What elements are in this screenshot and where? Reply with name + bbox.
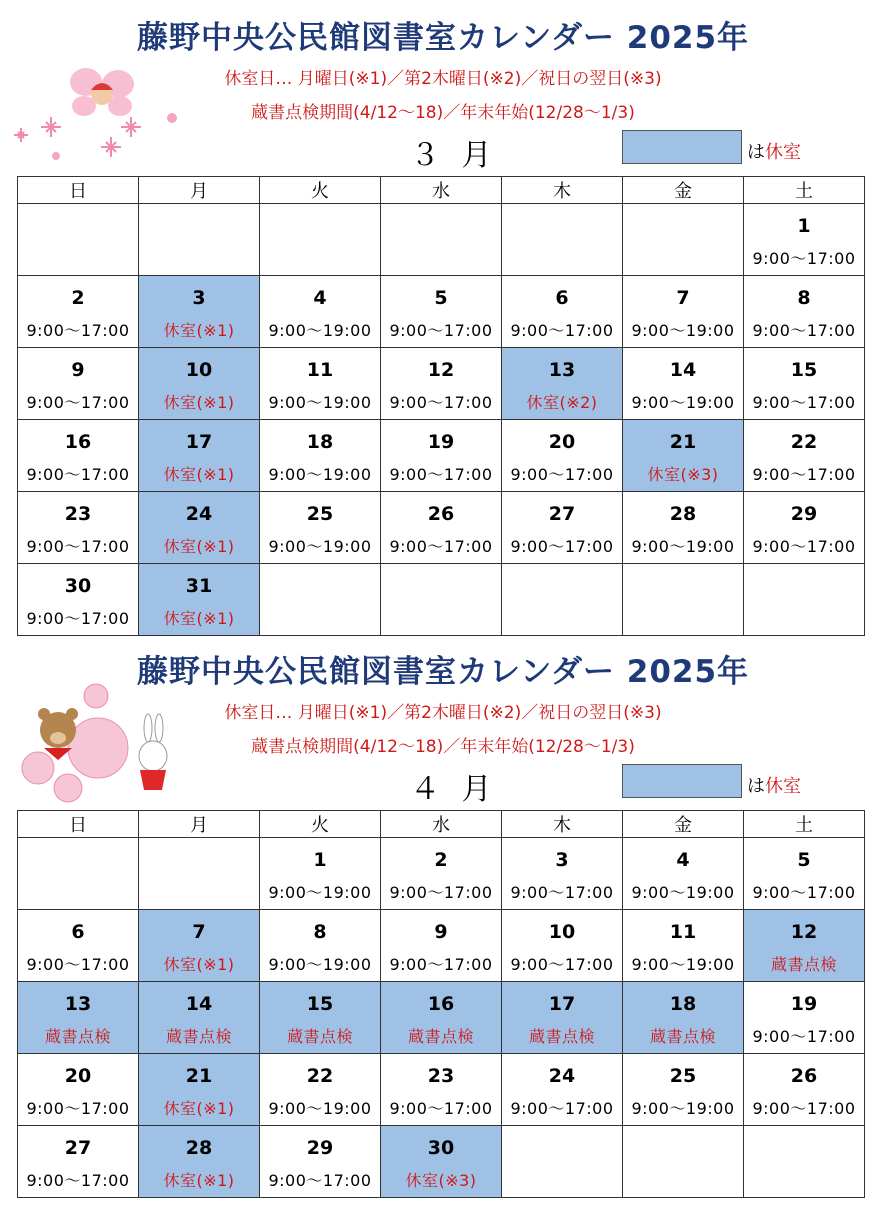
weekday-header-row [18, 177, 865, 204]
day-cell [623, 1054, 744, 1126]
day-cell [139, 564, 260, 636]
bear-and-rabbit-illustration [8, 678, 183, 808]
weekday-header: 木 [502, 811, 623, 838]
day-cell [260, 910, 381, 982]
day-cell [18, 1126, 139, 1198]
day-cell [623, 420, 744, 492]
opening-hours: 9:00～19:00 [268, 883, 372, 902]
opening-hours: 9:00～19:00 [268, 393, 372, 412]
opening-hours: 9:00～19:00 [268, 537, 372, 556]
day-cell [381, 276, 502, 348]
opening-hours: 9:00～17:00 [752, 537, 856, 556]
day-cell [381, 348, 502, 420]
day-number: 26 [427, 503, 455, 525]
opening-hours: 9:00～17:00 [26, 465, 130, 484]
weekday-header: 月 [139, 811, 260, 838]
day-number: 28 [185, 1137, 213, 1159]
day-cell [502, 838, 623, 910]
legend-prefix: は [747, 142, 765, 163]
day-number: 21 [185, 1065, 213, 1087]
day-cell [139, 492, 260, 564]
week-row [18, 1126, 865, 1198]
day-number: 1 [313, 849, 327, 871]
calendar-title: 藤野中央公民館図書室カレンダー 2025年 [136, 20, 750, 56]
opening-hours: 9:00～19:00 [631, 321, 735, 340]
closed-legend-text [747, 138, 801, 164]
day-number: 11 [669, 921, 697, 943]
day-cell [623, 910, 744, 982]
legend-closed-label: 休室 [765, 776, 801, 797]
weekday-header: 日 [18, 811, 139, 838]
day-number: 20 [548, 431, 576, 453]
opening-hours: 9:00～17:00 [510, 955, 614, 974]
inventory-period-note: 蔵書点検期間(4/12～18)／年末年始(12/28～1/3) [251, 103, 635, 123]
day-cell [381, 1054, 502, 1126]
opening-hours: 9:00～17:00 [389, 955, 493, 974]
opening-hours: 9:00～19:00 [268, 321, 372, 340]
week-row [18, 348, 865, 420]
day-number: 29 [790, 503, 818, 525]
day-number: 25 [669, 1065, 697, 1087]
weekday-header: 月 [139, 177, 260, 204]
day-cell [260, 276, 381, 348]
inventory-period-note: 蔵書点検期間(4/12～18)／年末年始(12/28～1/3) [251, 737, 635, 757]
butterfly-character-illustration [6, 62, 186, 172]
opening-hours: 9:00～17:00 [268, 1171, 372, 1190]
closed-status: 休室(※3) [405, 1171, 477, 1190]
opening-hours: 9:00～17:00 [26, 1171, 130, 1190]
opening-hours: 9:00～17:00 [389, 883, 493, 902]
day-number: 2 [434, 849, 448, 871]
day-number: 11 [306, 359, 334, 381]
day-cell [260, 982, 381, 1054]
week-row [18, 910, 865, 982]
day-cell [623, 982, 744, 1054]
opening-hours: 9:00～17:00 [389, 1099, 493, 1118]
day-number: 17 [185, 431, 213, 453]
day-number: 24 [185, 503, 213, 525]
opening-hours: 9:00～17:00 [389, 465, 493, 484]
day-number: 27 [64, 1137, 92, 1159]
day-number: 20 [64, 1065, 92, 1087]
opening-hours: 9:00～17:00 [26, 1099, 130, 1118]
weekday-header-row [18, 811, 865, 838]
opening-hours: 9:00～17:00 [510, 321, 614, 340]
day-number: 16 [64, 431, 92, 453]
day-number: 12 [427, 359, 455, 381]
opening-hours: 9:00～17:00 [752, 1027, 856, 1046]
day-cell [502, 910, 623, 982]
day-cell [744, 420, 865, 492]
day-number: 1 [797, 215, 811, 237]
day-cell [381, 420, 502, 492]
day-number: 14 [185, 993, 213, 1015]
day-number: 19 [790, 993, 818, 1015]
day-number: 30 [427, 1137, 455, 1159]
day-number: 18 [669, 993, 697, 1015]
empty-day-cell [260, 564, 381, 636]
day-number: 4 [676, 849, 690, 871]
day-cell [381, 838, 502, 910]
day-number: 30 [64, 575, 92, 597]
day-number: 22 [790, 431, 818, 453]
day-cell [260, 420, 381, 492]
month-label: ３ 月 [410, 138, 498, 173]
closed-status: 休室(※1) [163, 955, 235, 974]
day-cell [623, 838, 744, 910]
day-cell [18, 492, 139, 564]
opening-hours: 9:00～17:00 [752, 1099, 856, 1118]
day-number: 21 [669, 431, 697, 453]
closed-legend-swatch [622, 130, 742, 164]
day-number: 10 [185, 359, 213, 381]
opening-hours: 9:00～19:00 [631, 1099, 735, 1118]
day-number: 6 [555, 287, 569, 309]
week-row [18, 1054, 865, 1126]
closed-status: 休室(※2) [526, 393, 598, 412]
day-cell [502, 276, 623, 348]
closed-status: 休室(※1) [163, 1099, 235, 1118]
closed-status: 休室(※1) [163, 537, 235, 556]
day-number: 27 [548, 503, 576, 525]
closed-days-note: 休室日… 月曜日(※1)／第2木曜日(※2)／祝日の翌日(※3) [224, 69, 662, 89]
closed-status: 蔵書点検 [528, 1027, 595, 1046]
closed-status: 休室(※1) [163, 1171, 235, 1190]
week-row [18, 564, 865, 636]
day-cell [139, 420, 260, 492]
empty-day-cell [502, 564, 623, 636]
month-label: ４ 月 [410, 772, 498, 807]
empty-day-cell [502, 1126, 623, 1198]
day-cell [139, 1126, 260, 1198]
week-row [18, 838, 865, 910]
closed-status: 蔵書点検 [286, 1027, 353, 1046]
calendar-title: 藤野中央公民館図書室カレンダー 2025年 [136, 654, 750, 690]
day-cell [744, 348, 865, 420]
day-number: 23 [64, 503, 92, 525]
opening-hours: 9:00～17:00 [510, 883, 614, 902]
empty-day-cell [381, 204, 502, 276]
empty-day-cell [623, 564, 744, 636]
weekday-header: 金 [623, 811, 744, 838]
empty-day-cell [744, 1126, 865, 1198]
empty-day-cell [744, 564, 865, 636]
weekday-header: 水 [381, 811, 502, 838]
day-cell [139, 348, 260, 420]
day-cell [260, 492, 381, 564]
day-number: 3 [192, 287, 206, 309]
empty-day-cell [139, 838, 260, 910]
day-number: 13 [64, 993, 92, 1015]
day-cell [623, 276, 744, 348]
empty-day-cell [139, 204, 260, 276]
closed-status: 休室(※1) [163, 609, 235, 628]
day-number: 5 [434, 287, 448, 309]
weekday-header: 土 [744, 177, 865, 204]
opening-hours: 9:00～19:00 [268, 465, 372, 484]
week-row [18, 982, 865, 1054]
opening-hours: 9:00～17:00 [510, 1099, 614, 1118]
opening-hours: 9:00～17:00 [752, 883, 856, 902]
empty-day-cell [260, 204, 381, 276]
day-cell [381, 1126, 502, 1198]
day-number: 8 [797, 287, 811, 309]
day-cell [260, 1126, 381, 1198]
opening-hours: 9:00～19:00 [631, 883, 735, 902]
opening-hours: 9:00～17:00 [26, 393, 130, 412]
day-number: 9 [71, 359, 85, 381]
day-number: 15 [306, 993, 334, 1015]
weekday-header: 土 [744, 811, 865, 838]
weekday-header: 金 [623, 177, 744, 204]
day-cell [502, 982, 623, 1054]
day-number: 24 [548, 1065, 576, 1087]
opening-hours: 9:00～17:00 [389, 537, 493, 556]
day-cell [260, 348, 381, 420]
day-number: 17 [548, 993, 576, 1015]
day-cell [260, 838, 381, 910]
opening-hours: 9:00～17:00 [752, 249, 856, 268]
day-cell [623, 492, 744, 564]
calendar-grid [17, 176, 865, 636]
day-cell [18, 276, 139, 348]
day-cell [18, 1054, 139, 1126]
opening-hours: 9:00～19:00 [631, 537, 735, 556]
day-cell [381, 982, 502, 1054]
day-number: 10 [548, 921, 576, 943]
empty-day-cell [18, 838, 139, 910]
day-number: 26 [790, 1065, 818, 1087]
day-number: 23 [427, 1065, 455, 1087]
day-number: 12 [790, 921, 818, 943]
week-row [18, 204, 865, 276]
opening-hours: 9:00～17:00 [389, 393, 493, 412]
closed-legend-swatch [622, 764, 742, 798]
calendar-grid [17, 810, 865, 1198]
opening-hours: 9:00～17:00 [510, 537, 614, 556]
week-row [18, 420, 865, 492]
closed-status: 休室(※1) [163, 321, 235, 340]
day-number: 2 [71, 287, 85, 309]
day-number: 19 [427, 431, 455, 453]
day-cell [139, 982, 260, 1054]
day-number: 16 [427, 993, 455, 1015]
closed-status: 蔵書点検 [649, 1027, 716, 1046]
day-cell [502, 348, 623, 420]
day-cell [260, 1054, 381, 1126]
day-number: 13 [548, 359, 576, 381]
day-cell [502, 420, 623, 492]
day-number: 15 [790, 359, 818, 381]
opening-hours: 9:00～17:00 [752, 465, 856, 484]
day-number: 18 [306, 431, 334, 453]
opening-hours: 9:00～19:00 [631, 393, 735, 412]
closed-status: 蔵書点検 [165, 1027, 232, 1046]
day-number: 9 [434, 921, 448, 943]
day-cell [18, 420, 139, 492]
weekday-header: 火 [260, 177, 381, 204]
day-cell [18, 982, 139, 1054]
empty-day-cell [623, 1126, 744, 1198]
empty-day-cell [623, 204, 744, 276]
closed-status: 蔵書点検 [407, 1027, 474, 1046]
opening-hours: 9:00～17:00 [26, 609, 130, 628]
legend-closed-label: 休室 [765, 142, 801, 163]
day-number: 29 [306, 1137, 334, 1159]
opening-hours: 9:00～17:00 [389, 321, 493, 340]
weekday-header: 火 [260, 811, 381, 838]
closed-legend-text [747, 772, 801, 798]
day-cell [744, 204, 865, 276]
closed-status: 蔵書点検 [44, 1027, 111, 1046]
day-number: 3 [555, 849, 569, 871]
day-cell [744, 276, 865, 348]
legend-prefix: は [747, 776, 765, 797]
opening-hours: 9:00～17:00 [752, 393, 856, 412]
day-number: 6 [71, 921, 85, 943]
weekday-header: 日 [18, 177, 139, 204]
closed-days-note: 休室日… 月曜日(※1)／第2木曜日(※2)／祝日の翌日(※3) [224, 703, 662, 723]
april-calendar-section [0, 634, 886, 1215]
opening-hours: 9:00～17:00 [26, 537, 130, 556]
day-number: 14 [669, 359, 697, 381]
day-number: 7 [676, 287, 690, 309]
closed-status: 蔵書点検 [770, 955, 837, 974]
opening-hours: 9:00～19:00 [631, 955, 735, 974]
day-number: 4 [313, 287, 327, 309]
empty-day-cell [381, 564, 502, 636]
day-cell [744, 492, 865, 564]
day-number: 25 [306, 503, 334, 525]
opening-hours: 9:00～19:00 [268, 955, 372, 974]
day-number: 8 [313, 921, 327, 943]
day-cell [744, 982, 865, 1054]
day-cell [381, 492, 502, 564]
day-cell [381, 910, 502, 982]
day-cell [18, 348, 139, 420]
day-number: 5 [797, 849, 811, 871]
opening-hours: 9:00～17:00 [510, 465, 614, 484]
day-cell [502, 1054, 623, 1126]
day-number: 22 [306, 1065, 334, 1087]
opening-hours: 9:00～17:00 [752, 321, 856, 340]
day-cell [623, 348, 744, 420]
day-cell [502, 492, 623, 564]
day-cell [139, 910, 260, 982]
day-cell [18, 910, 139, 982]
closed-status: 休室(※1) [163, 393, 235, 412]
opening-hours: 9:00～19:00 [268, 1099, 372, 1118]
day-cell [744, 838, 865, 910]
day-number: 31 [185, 575, 213, 597]
opening-hours: 9:00～17:00 [26, 955, 130, 974]
empty-day-cell [502, 204, 623, 276]
week-row [18, 492, 865, 564]
day-number: 28 [669, 503, 697, 525]
weekday-header: 木 [502, 177, 623, 204]
opening-hours: 9:00～17:00 [26, 321, 130, 340]
empty-day-cell [18, 204, 139, 276]
day-cell [744, 1054, 865, 1126]
day-cell [139, 1054, 260, 1126]
closed-status: 休室(※1) [163, 465, 235, 484]
day-number: 7 [192, 921, 206, 943]
week-row [18, 276, 865, 348]
day-cell [139, 276, 260, 348]
weekday-header: 水 [381, 177, 502, 204]
closed-status: 休室(※3) [647, 465, 719, 484]
day-cell [744, 910, 865, 982]
day-cell [18, 564, 139, 636]
